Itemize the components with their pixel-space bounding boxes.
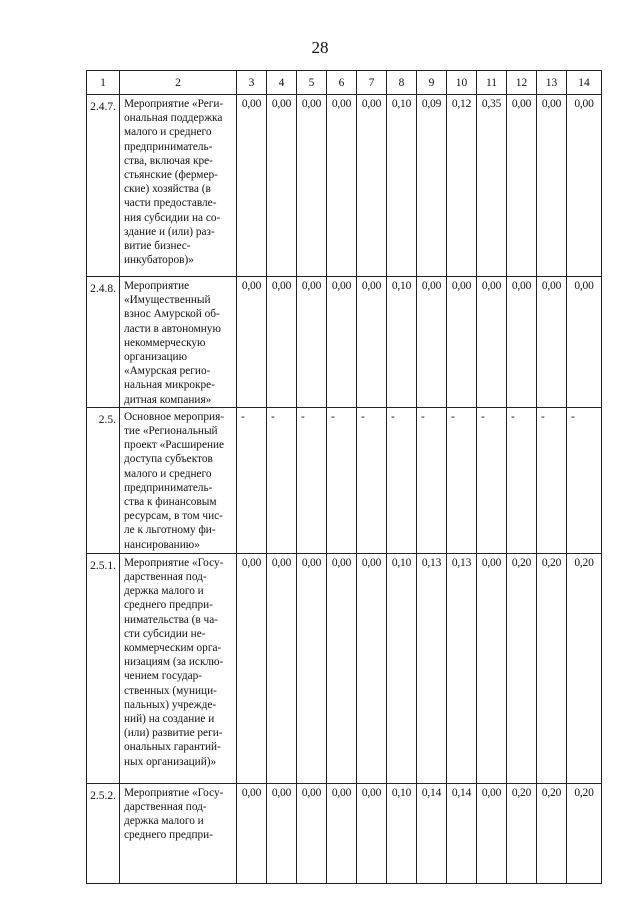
value-cell: 0,00 <box>297 783 327 883</box>
value-cell: 0,10 <box>387 277 417 408</box>
activity-name-line: Мероприятие «Госу- <box>124 556 224 569</box>
activity-name-line: ональных гарантий- <box>124 741 221 754</box>
activity-name <box>120 95 237 277</box>
activity-name-line: предприниматель- <box>124 140 213 153</box>
value-cell: 0,00 <box>297 277 327 408</box>
activity-name-line: дарственная под- <box>124 571 207 584</box>
value-cell: 0,00 <box>447 277 477 408</box>
value-cell: 0,00 <box>477 553 507 783</box>
value-cell: - <box>237 407 267 553</box>
activity-name-line: чением государ- <box>124 670 203 683</box>
activity-name-line: ские) хозяйства (в <box>124 183 211 196</box>
activity-name-line: среднего предпри- <box>124 599 213 612</box>
value-cell: 0,09 <box>417 95 447 277</box>
activity-name <box>120 553 237 783</box>
value-cell: 0,20 <box>507 783 537 883</box>
value-cell: 0,00 <box>327 783 357 883</box>
value-cell: 0,10 <box>387 553 417 783</box>
activity-name-line: Мероприятие <box>124 280 190 292</box>
value-cell: 0,00 <box>477 277 507 408</box>
value-cell: - <box>387 407 417 553</box>
activity-name-line: ства к финансовым <box>124 496 217 509</box>
value-cell: 0,00 <box>507 277 537 408</box>
column-header: 9 <box>417 71 447 95</box>
row-number: 2.5.1. <box>87 553 120 783</box>
value-cell: 0,00 <box>357 783 387 883</box>
activity-name-line: ле к льготному фи- <box>124 524 216 537</box>
value-cell: 0,00 <box>237 783 267 883</box>
value-cell: 0,00 <box>297 553 327 783</box>
value-cell: - <box>417 407 447 553</box>
activity-name-line: малого и среднего <box>124 467 212 480</box>
value-cell: - <box>477 407 507 553</box>
column-header: 1 <box>87 71 120 95</box>
value-cell: 0,00 <box>327 95 357 277</box>
value-cell: 0,00 <box>327 277 357 408</box>
activity-name-line: Основное мероприя- <box>124 410 225 423</box>
activity-name-line: инкубаторов)» <box>124 254 194 267</box>
value-cell: 0,00 <box>237 553 267 783</box>
activity-name-line: нансированию» <box>124 538 200 551</box>
table-row <box>87 277 602 408</box>
column-header: 12 <box>507 71 537 95</box>
value-cell: - <box>327 407 357 553</box>
row-number: 2.5.2. <box>87 783 120 883</box>
activity-name-line: «Амурская регио- <box>124 365 211 378</box>
value-cell: 0,00 <box>537 277 567 408</box>
activity-name-line: держка малого и <box>124 815 204 828</box>
column-header: 13 <box>537 71 567 95</box>
page-number: 28 <box>311 38 329 57</box>
activity-name <box>120 407 237 553</box>
row-number: 2.4.8. <box>87 277 120 408</box>
value-cell: 0,00 <box>507 95 537 277</box>
activity-name-line: Мероприятие «Госу- <box>124 786 224 799</box>
activity-name-line: организацию <box>124 351 188 364</box>
activity-name-line: ных организаций)» <box>124 755 217 768</box>
value-cell: 0,00 <box>237 277 267 408</box>
activity-name-line: держка малого и <box>124 585 204 598</box>
table-row <box>87 553 602 783</box>
value-cell: 0,13 <box>447 553 477 783</box>
column-header: 7 <box>357 71 387 95</box>
activity-name-line: ресурсам, в том чис- <box>124 510 223 523</box>
activity-name-line: нимательства (в ча- <box>124 613 218 626</box>
value-cell: 0,00 <box>357 553 387 783</box>
column-header: 10 <box>447 71 477 95</box>
value-cell: 0,00 <box>267 277 297 408</box>
value-cell: 0,00 <box>357 95 387 277</box>
header-row <box>87 71 602 95</box>
value-cell: 0,00 <box>297 95 327 277</box>
activity-name-line: (или) развитие реги- <box>124 727 223 740</box>
value-cell: - <box>567 407 602 553</box>
activity-name-line: дитная компания» <box>124 393 212 406</box>
activity-name-line: некоммерческую <box>124 336 206 349</box>
budget-table <box>86 70 602 884</box>
value-cell: 0,00 <box>237 95 267 277</box>
activity-name-line: тие «Региональный <box>124 425 218 438</box>
value-cell: 0,20 <box>567 783 602 883</box>
column-header: 11 <box>477 71 507 95</box>
activity-name-line: сти субсидии не- <box>124 627 206 640</box>
value-cell: 0,00 <box>267 95 297 277</box>
column-header: 8 <box>387 71 417 95</box>
value-cell: - <box>297 407 327 553</box>
value-cell: 0,13 <box>417 553 447 783</box>
value-cell: 0,20 <box>567 553 602 783</box>
activity-name-line: среднего предпри- <box>124 829 213 842</box>
value-cell: 0,00 <box>537 95 567 277</box>
activity-name-line: витие бизнес- <box>124 240 191 253</box>
value-cell: - <box>357 407 387 553</box>
value-cell: 0,00 <box>477 783 507 883</box>
activity-name-line: здание и (или) раз- <box>124 225 215 238</box>
row-number: 2.4.7. <box>87 95 120 277</box>
table-row <box>87 95 602 277</box>
activity-name-line: ний) на создание и <box>124 713 215 726</box>
activity-name-line: доступа субъектов <box>124 453 213 466</box>
activity-name-line: ласти в автономную <box>124 322 221 335</box>
value-cell: - <box>447 407 477 553</box>
column-header: 14 <box>567 71 602 95</box>
activity-name-line: пальных) учрежде- <box>124 698 217 711</box>
value-cell: 0,35 <box>477 95 507 277</box>
value-cell: 0,00 <box>267 783 297 883</box>
activity-name-line: малого и среднего <box>124 126 212 139</box>
activity-name-line: ния субсидии на со- <box>124 211 221 224</box>
value-cell: 0,20 <box>507 553 537 783</box>
activity-name-line: нальная микрокре- <box>124 379 215 392</box>
value-cell: 0,00 <box>357 277 387 408</box>
table-body <box>87 95 602 884</box>
activity-name-line: взнос Амурской об- <box>124 308 220 321</box>
activity-name <box>120 277 237 408</box>
column-header: 3 <box>237 71 267 95</box>
value-cell: - <box>267 407 297 553</box>
value-cell: - <box>507 407 537 553</box>
value-cell: 0,14 <box>447 783 477 883</box>
activity-name-line: стьянские (фермер- <box>124 169 218 182</box>
value-cell: 0,10 <box>387 783 417 883</box>
value-cell: 0,00 <box>567 95 602 277</box>
value-cell: 0,00 <box>267 553 297 783</box>
activity-name-line: коммерческим орга- <box>124 642 222 655</box>
value-cell: 0,20 <box>537 553 567 783</box>
activity-name <box>120 783 237 883</box>
activity-name-line: ственных (муници- <box>124 684 217 697</box>
column-header: 2 <box>120 71 237 95</box>
activity-name-line: части предоставле- <box>124 197 217 210</box>
activity-name-line: Мероприятие «Реги- <box>124 98 224 110</box>
value-cell: 0,00 <box>417 277 447 408</box>
activity-name-line: ональная поддержка <box>124 112 223 125</box>
table-row <box>87 783 602 883</box>
column-header: 4 <box>267 71 297 95</box>
activity-name-line: предприниматель- <box>124 481 213 494</box>
activity-name-line: низациям (за исклю- <box>124 656 224 669</box>
value-cell: 0,10 <box>387 95 417 277</box>
value-cell: 0,00 <box>327 553 357 783</box>
activity-name-line: проект «Расширение <box>124 439 225 452</box>
activity-name-line: дарственная под- <box>124 801 207 814</box>
value-cell: 0,20 <box>537 783 567 883</box>
value-cell: 0,00 <box>567 277 602 408</box>
value-cell: - <box>537 407 567 553</box>
row-number: 2.5. <box>87 407 120 553</box>
column-header: 5 <box>297 71 327 95</box>
value-cell: 0,14 <box>417 783 447 883</box>
column-header: 6 <box>327 71 357 95</box>
value-cell: 0,12 <box>447 95 477 277</box>
table-row <box>87 407 602 553</box>
activity-name-line: «Имущественный <box>124 294 211 307</box>
activity-name-line: ства, включая кре- <box>124 154 213 167</box>
